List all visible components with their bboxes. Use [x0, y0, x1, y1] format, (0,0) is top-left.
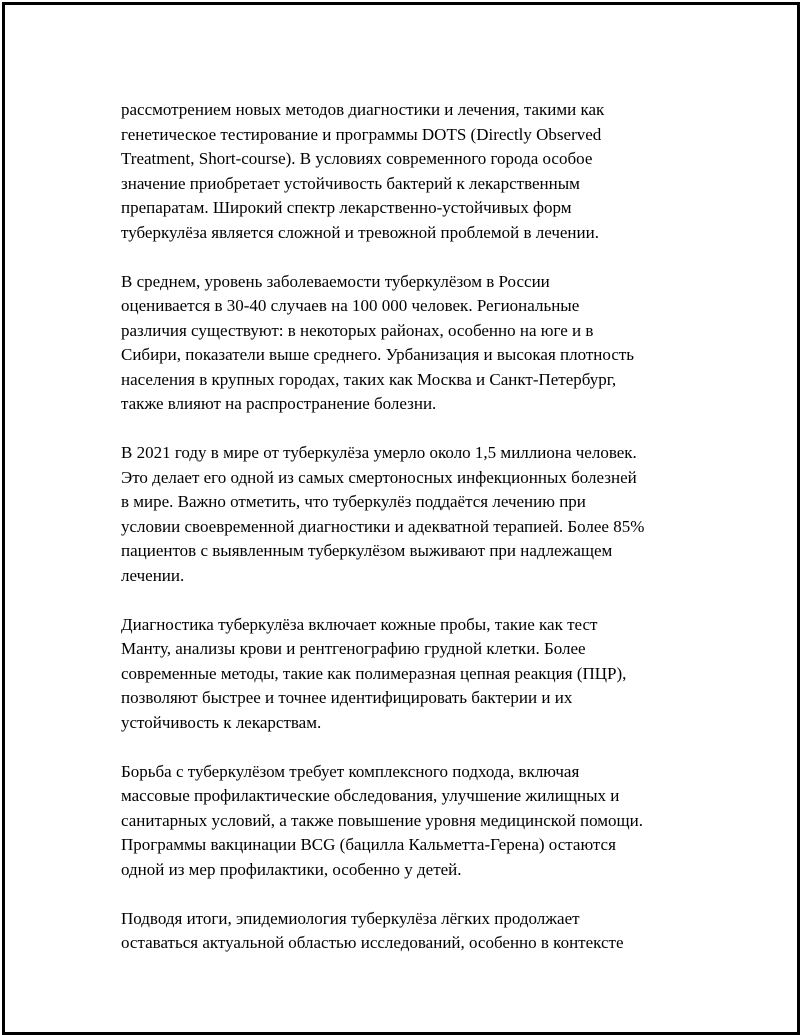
text-line: рассмотрением новых методов диагностики и лечения, такими как — [121, 100, 605, 119]
text-line: генетическое тестирование и программы DOTS (Directly Observed — [121, 124, 602, 144]
text-line: оставаться актуальной областью исследований, особенно в контексте — [121, 933, 624, 952]
text-line: Борьба с туберкулёзом требует комплексного подхода, включая — [121, 761, 580, 781]
text-line: значение приобретает устойчивость бактерий к лекарственным — [121, 173, 580, 193]
text-line: Манту, анализы крови и рентгенографию грудной клетки. Более — [121, 639, 586, 658]
text-line: одной из мер профилактики, особенно у детей. — [121, 859, 462, 879]
text-line: Подводя итоги, эпидемиология туберкулёза лёгких продолжает — [121, 908, 580, 928]
paragraph-1 — [121, 98, 701, 245]
text-line: Диагностика туберкулёза включает кожные пробы, такие как тест — [121, 614, 598, 634]
text-line: туберкулёза является сложной и тревожной проблемой в лечении. — [121, 222, 599, 242]
text-line: В среднем, уровень заболеваемости туберкулёзом в России — [121, 271, 550, 291]
paragraph-5 — [121, 760, 701, 883]
text-line: различия существуют: в некоторых районах, особенно на юге и в — [121, 320, 594, 340]
text-line: препаратам. Широкий спектр лекарственно-устойчивых форм — [121, 198, 572, 217]
paragraph-6 — [121, 907, 701, 956]
text-line: санитарных условий, а также повышение уровня медицинской помощи. — [121, 810, 643, 830]
text-line: пациентов с выявленным туберкулёзом выживают при надлежащем — [121, 541, 613, 560]
text-line: лечении. — [121, 565, 185, 585]
paragraph-4 — [121, 613, 701, 736]
page-frame — [2, 2, 800, 1035]
text-line: современные методы, такие как полимеразная цепная реакция (ПЦР), — [121, 663, 627, 683]
text-line: населения в крупных городах, таких как Москва и Санкт-Петербург, — [121, 369, 617, 389]
text-line: Сибири, показатели выше среднего. Урбанизация и высокая плотность — [121, 345, 635, 364]
text-line: Это делает его одной из самых смертоносных инфекционных болезней — [121, 467, 637, 487]
text-line: В 2021 году в мире от туберкулёза умерло около 1,5 миллиона человек. — [121, 443, 637, 462]
document-body — [121, 98, 701, 956]
text-line: позволяют быстрее и точнее идентифицировать бактерии и их — [121, 688, 573, 707]
paragraph-3 — [121, 441, 701, 588]
text-line: Treatment, Short-course). В условиях современного города особое — [121, 149, 593, 168]
paragraph-2 — [121, 270, 701, 417]
text-line: устойчивость к лекарствам. — [121, 712, 322, 732]
text-line: оценивается в 30-40 случаев на 100 000 человек. Региональные — [121, 296, 580, 315]
text-line: также влияют на распространение болезни. — [121, 394, 437, 413]
text-line: массовые профилактические обследования, улучшение жилищных и — [121, 786, 620, 805]
text-line: условии своевременной диагностики и адекватной терапией. Более 85% — [121, 516, 645, 536]
text-line: в мире. Важно отметить, что туберкулёз поддаётся лечению при — [121, 492, 586, 511]
text-line: Программы вакцинации BCG (бацилла Кальметта-Герена) остаются — [121, 835, 616, 854]
